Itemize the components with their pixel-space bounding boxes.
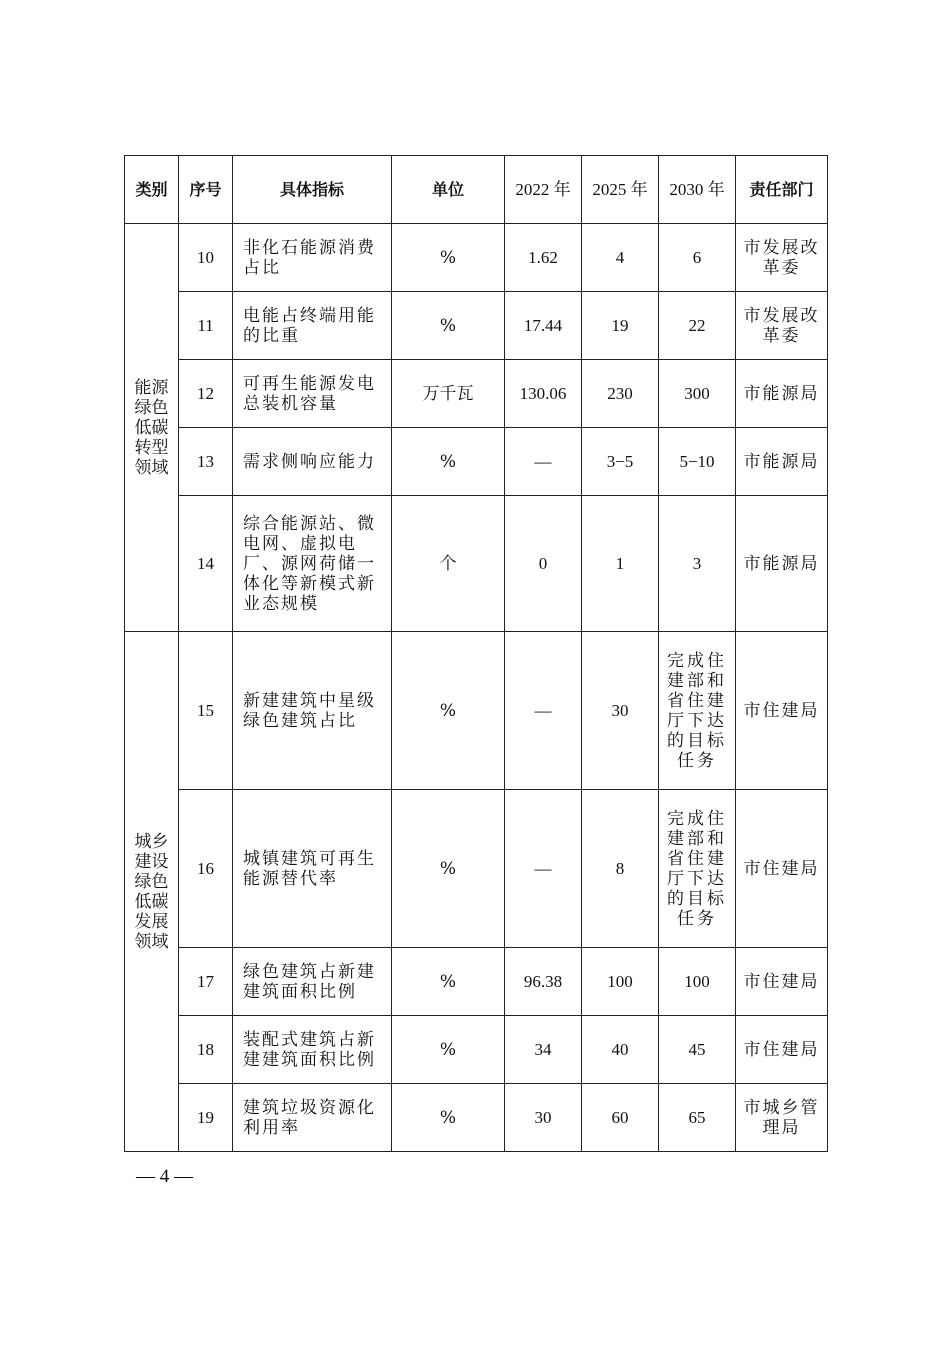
value-2030-cell: 完成住建部和省住建厅下达的目标任务	[659, 632, 736, 790]
table-row	[125, 428, 828, 496]
serial-cell: 19	[179, 1084, 233, 1152]
indicator-cell: 城镇建筑可再生能源替代率	[233, 790, 392, 948]
value-2025-cell: 4	[582, 224, 659, 292]
value-2022-cell: —	[505, 428, 582, 496]
value-2022-cell: —	[505, 632, 582, 790]
category-label: 能源绿色低碳转型领域	[134, 377, 169, 478]
value-2030-cell: 22	[659, 292, 736, 360]
value-2022-cell: 34	[505, 1016, 582, 1084]
table-row	[125, 948, 828, 1016]
header-2030: 2030 年	[659, 156, 736, 224]
serial-cell: 15	[179, 632, 233, 790]
value-2025-cell: 8	[582, 790, 659, 948]
indicator-cell: 需求侧响应能力	[233, 428, 392, 496]
table-row	[125, 360, 828, 428]
unit-cell: %	[392, 428, 505, 496]
serial-cell: 16	[179, 790, 233, 948]
serial-cell: 18	[179, 1016, 233, 1084]
unit-cell: 万千瓦	[392, 360, 505, 428]
table-row	[125, 224, 828, 292]
value-2025-cell: 30	[582, 632, 659, 790]
value-2025-cell: 230	[582, 360, 659, 428]
indicator-cell: 非化石能源消费占比	[233, 224, 392, 292]
header-2022: 2022 年	[505, 156, 582, 224]
table-row	[125, 790, 828, 948]
serial-cell: 17	[179, 948, 233, 1016]
table-row	[125, 1084, 828, 1152]
indicator-cell: 电能占终端用能的比重	[233, 292, 392, 360]
unit-cell: %	[392, 948, 505, 1016]
header-category: 类别	[125, 156, 179, 224]
page-number: — 4 —	[136, 1166, 193, 1187]
value-2030-cell: 100	[659, 948, 736, 1016]
unit-cell: 个	[392, 496, 505, 632]
category-label: 城乡建设绿色低碳发展领域	[134, 831, 169, 952]
indicator-cell: 可再生能源发电总装机容量	[233, 360, 392, 428]
table-row	[125, 632, 828, 790]
header-2025: 2025 年	[582, 156, 659, 224]
value-2022-cell: —	[505, 790, 582, 948]
value-2025-cell: 1	[582, 496, 659, 632]
department-cell: 市能源局	[736, 496, 828, 632]
department-cell: 市能源局	[736, 428, 828, 496]
indicator-cell: 装配式建筑占新建建筑面积比例	[233, 1016, 392, 1084]
value-2025-cell: 19	[582, 292, 659, 360]
value-2025-cell: 60	[582, 1084, 659, 1152]
department-cell: 市住建局	[736, 790, 828, 948]
value-2030-cell: 5−10	[659, 428, 736, 496]
indicator-cell: 综合能源站、微电网、虚拟电厂、源网荷储一体化等新模式新业态规模	[233, 496, 392, 632]
value-2030-cell: 6	[659, 224, 736, 292]
serial-cell: 11	[179, 292, 233, 360]
unit-cell: %	[392, 1084, 505, 1152]
department-cell: 市住建局	[736, 1016, 828, 1084]
department-cell: 市能源局	[736, 360, 828, 428]
value-2030-cell: 完成住建部和省住建厅下达的目标任务	[659, 790, 736, 948]
value-2030-cell: 65	[659, 1084, 736, 1152]
serial-cell: 14	[179, 496, 233, 632]
department-cell: 市发展改革委	[736, 292, 828, 360]
department-cell: 市城乡管理局	[736, 1084, 828, 1152]
serial-cell: 12	[179, 360, 233, 428]
unit-cell: %	[392, 632, 505, 790]
serial-cell: 13	[179, 428, 233, 496]
header-row	[125, 156, 828, 224]
serial-cell: 10	[179, 224, 233, 292]
value-2022-cell: 96.38	[505, 948, 582, 1016]
value-2022-cell: 0	[505, 496, 582, 632]
value-2022-cell: 130.06	[505, 360, 582, 428]
value-2030-cell: 3	[659, 496, 736, 632]
category-cell	[125, 632, 179, 1152]
value-2025-cell: 3−5	[582, 428, 659, 496]
value-2025-cell: 40	[582, 1016, 659, 1084]
value-2030-cell: 300	[659, 360, 736, 428]
indicator-table	[124, 155, 828, 1152]
department-cell: 市住建局	[736, 948, 828, 1016]
unit-cell: %	[392, 790, 505, 948]
table-row	[125, 496, 828, 632]
value-2022-cell: 30	[505, 1084, 582, 1152]
value-2030-cell: 45	[659, 1016, 736, 1084]
indicator-cell: 建筑垃圾资源化利用率	[233, 1084, 392, 1152]
header-indicator: 具体指标	[233, 156, 392, 224]
unit-cell: %	[392, 292, 505, 360]
category-cell	[125, 224, 179, 632]
value-2025-cell: 100	[582, 948, 659, 1016]
value-2022-cell: 17.44	[505, 292, 582, 360]
department-cell: 市发展改革委	[736, 224, 828, 292]
table-row	[125, 292, 828, 360]
unit-cell: %	[392, 224, 505, 292]
header-unit: 单位	[392, 156, 505, 224]
indicator-cell: 新建建筑中星级绿色建筑占比	[233, 632, 392, 790]
header-serial: 序号	[179, 156, 233, 224]
unit-cell: %	[392, 1016, 505, 1084]
table-row	[125, 1016, 828, 1084]
header-department: 责任部门	[736, 156, 828, 224]
department-cell: 市住建局	[736, 632, 828, 790]
indicator-cell: 绿色建筑占新建建筑面积比例	[233, 948, 392, 1016]
value-2022-cell: 1.62	[505, 224, 582, 292]
